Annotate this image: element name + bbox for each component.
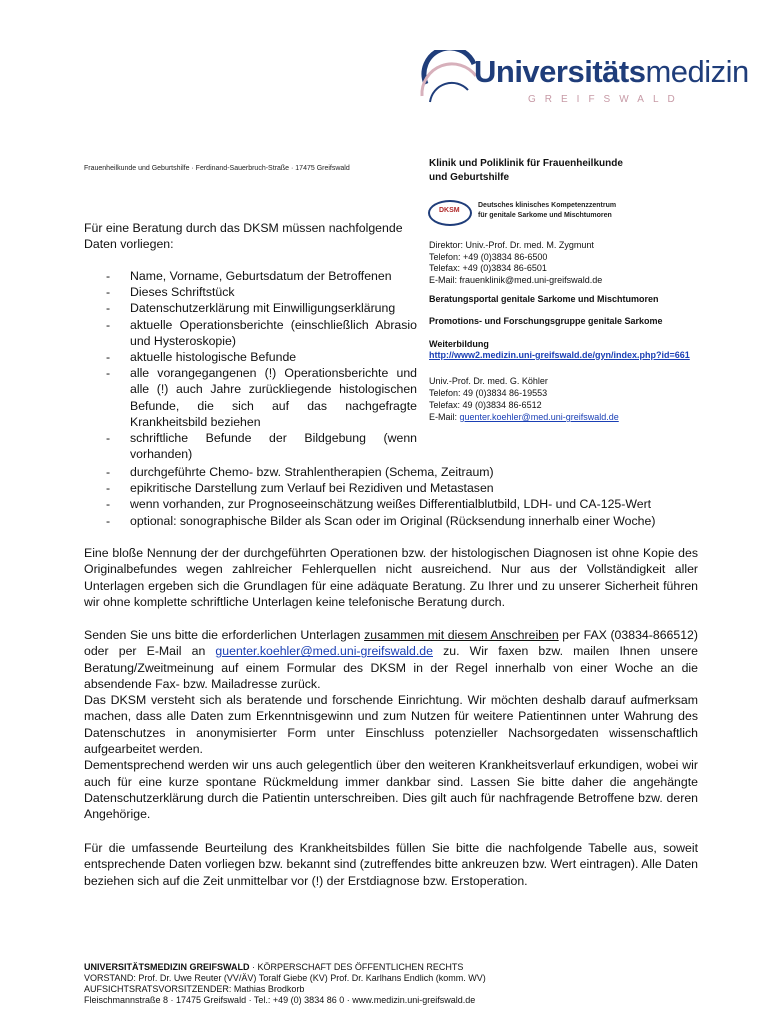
intro-text: Für eine Beratung durch das DKSM müssen nachfolgende Daten vorliegen: (84, 221, 403, 251)
clinic-phone: Telefon: +49 (0)3834 86-6500 (429, 251, 548, 262)
footer-org: UNIVERSITÄTSMEDIZIN GREIFSWALD · KÖRPERSCHAFT DES ÖFFENTLICHEN RECHTS (84, 962, 464, 972)
list-item: - Dieses Schriftstück (84, 284, 417, 300)
email-link[interactable]: guenter.koehler@med.uni-greifswald.de (215, 644, 433, 659)
list-item: - schriftliche Befunde der Bildgebung (wenn vorhanden) (84, 430, 417, 462)
contact-fax: Telefax: 49 (0)3834 86-6512 (429, 400, 542, 410)
requirements-list-continued (84, 464, 684, 529)
return-address: Frauenheilkunde und Geburtshilfe · Ferdinand-Sauerbruch-Straße · 17475 Greifswald (84, 165, 350, 172)
training-heading: Weiterbildung (429, 339, 489, 349)
underlined-phrase: zusammen mit diesem Anschreiben (364, 628, 559, 642)
dksm-logo-icon: DKSM (428, 200, 472, 226)
portal-heading: Beratungsportal genitale Sarkome und Mischtumoren (429, 294, 659, 304)
footer-address: Fleischmannstraße 8 · 17475 Greifswald · Tel.: +49 (0) 3834 86 0 · www.medizin.uni-greifswald.de (84, 995, 476, 1005)
contact-email-line: E-Mail: guenter.koehler@med.uni-greifswald.de (429, 412, 619, 422)
contact-person (429, 375, 619, 423)
dksm-logo-block (428, 198, 728, 226)
footer-supervisory: AUFSICHTSRATSVORSITZENDER: Mathias Brodkorb (84, 984, 305, 994)
list-item: - wenn vorhanden, zur Prognoseeinschätzung weißes Differentialblutbild, LDH- und CA-125-Wert (84, 496, 684, 512)
clinic-fax: Telefax: +49 (0)3834 86-6501 (429, 263, 547, 273)
director-name: Direktor: Univ.-Prof. Dr. med. M. Zygmunt (429, 240, 594, 250)
footer-board: VORSTAND: Prof. Dr. Uwe Reuter (VV/ÄV) Toralf Giebe (KV) Prof. Dr. Karlhans Endlich (komm. WV) (84, 973, 486, 983)
list-item: - durchgeführte Chemo- bzw. Strahlentherapien (Schema, Zeitraum) (84, 464, 684, 480)
contact-phone: Telefon: 49 (0)3834 86-19553 (429, 388, 548, 398)
list-item: - aktuelle Operationsberichte (einschließlich Abrasio und Hysteroskopie) (84, 317, 417, 349)
list-item: - alle vorangegangenen (!) Operationsberichte und alle (!) auch Jahre zurückliegende histologischen Befunde, die sich auf das nachgefragte Krankheitsbild beziehen (84, 365, 417, 430)
clinic-title (429, 157, 623, 185)
university-logo (418, 48, 749, 118)
training-link[interactable]: http://www2.medizin.uni-greifswald.de/gyn/index.php?id=661 (429, 350, 690, 360)
clinic-title-line2: und Geburtshilfe (429, 172, 509, 183)
list-item: - Name, Vorname, Geburtsdatum der Betroffenen (84, 268, 417, 284)
paragraph-followup: Dementsprechend werden wir uns auch gelegentlich über den weiteren Krankheitsverlauf erkundigen, wobei wir auch für eine kurze spontane Rückmeldung immer dankbar sind. Lassen Sie bitte daher die angehängte Datenschutzerklärung durch die Patientin unterschreiben. Dies gilt auch für nachfragende Betroffene bzw. deren Angehörige. (84, 758, 698, 822)
logo-emblem-icon (418, 50, 478, 110)
requirements-list (84, 268, 417, 462)
list-item: - aktuelle histologische Befunde (84, 349, 417, 365)
clinic-title-line1: Klinik und Poliklinik für Frauenheilkunde (429, 158, 623, 169)
clinic-email: E-Mail: frauenklinik@med.uni-greifswald.de (429, 274, 603, 285)
clinic-contact (429, 240, 602, 286)
logo-subtitle: GREIFSWALD (528, 94, 684, 105)
research-heading: Promotions- und Forschungsgruppe genitale Sarkome (429, 316, 663, 326)
list-item: - epikritische Darstellung zum Verlauf bei Rezidiven und Metastasen (84, 480, 684, 496)
contact-name: Univ.-Prof. Dr. med. G. Köhler (429, 376, 548, 386)
paragraph-submission: Senden Sie uns bitte die erforderlichen Unterlagen zusammen mit diesem Anschreiben per FAX (03834-866512) oder per E-Mail an guenter.koehler@med.uni-greifswald.de zu. Wir faxen bzw. mailen Ihnen unsere Beratung/Zweitmeinung auf einem Formular des DKSM in der Regel innerhalb von einer Woche an die absendende Fax- bzw. Mailadresse zurück. Das DKSM versteht sich als beratende und forschende Einrichtung. Wir möchten deshalb darauf aufmerksam machen, dass alle Daten zum Erkenntnisgewinn und zum Nutzen für weitere Patientinnen unter Wahrung des Datenschutzes in anonymisierter Form unter Einschluss potenzieller Nachsorgedaten wissenschaftlich aufgearbeitet werden. Dementsprechend werden wir uns auch gelegentlich über den weiteren Krankheitsverlauf erkundigen, wobei wir auch für eine kurze spontane Rückmeldung immer dankbar sind. Lassen Sie bitte daher die angehängte Datenschutzerklärung durch die Patientin unterschreiben. Dies gilt auch für nachfragende Betroffene bzw. deren Angehörige. (84, 628, 698, 822)
paragraph-table-instructions: Für die umfassende Beurteilung des Krankheitsbildes füllen Sie bitte die nachfolgende Tabelle aus, soweit entsprechende Daten vorliegen bzw. bekannt sind (zutreffendes bitte ankreuzen bzw. Wert eintragen). Alle Daten beziehen sich auf die Zeit unmittelbar vor (!) der Erstdiagnose bzw. Erstoperation. (84, 841, 698, 888)
list-item: - Datenschutzerklärung mit Einwilligungserklärung (84, 300, 417, 316)
footer (84, 962, 486, 1006)
logo-wordmark: Universitätsmedizin (474, 54, 749, 89)
dksm-name: Deutsches klinisches Kompetenzzentrum für genitale Sarkome und Mischtumoren (478, 202, 617, 219)
contact-email-link[interactable]: guenter.koehler@med.uni-greifswald.de (459, 412, 619, 422)
paragraph-completeness: Eine bloße Nennung der der durchgeführten Operationen bzw. der histologischen Diagnosen ist ohne Kopie des Originalbefundes wegen zahlreicher Fehlerquellen nicht ausreichend. Nur aus der Vollständigkeit aller Unterlagen ergeben sich die Grundlagen für eine adäquate Beratung. Zu Ihrer und zu unserer Sicherheit führen wir ohne komplette schriftliche Unterlagen keine telefonische Beratung durch. (84, 546, 698, 609)
paragraph-research: Das DKSM versteht sich als beratende und forschende Einrichtung. Wir möchten deshalb darauf aufmerksam machen, dass alle Daten zum Erkenntnisgewinn und zum Nutzen für weitere Patientinnen unter Wahrung des Datenschutzes in anonymisierter Form unter Einschluss potenzieller Nachsorgedaten wissenschaftlich aufgearbeitet werden. (84, 693, 698, 757)
list-item: - optional: sonographische Bilder als Scan oder im Original (Rücksendung innerhalb einer Woche) (84, 513, 684, 529)
